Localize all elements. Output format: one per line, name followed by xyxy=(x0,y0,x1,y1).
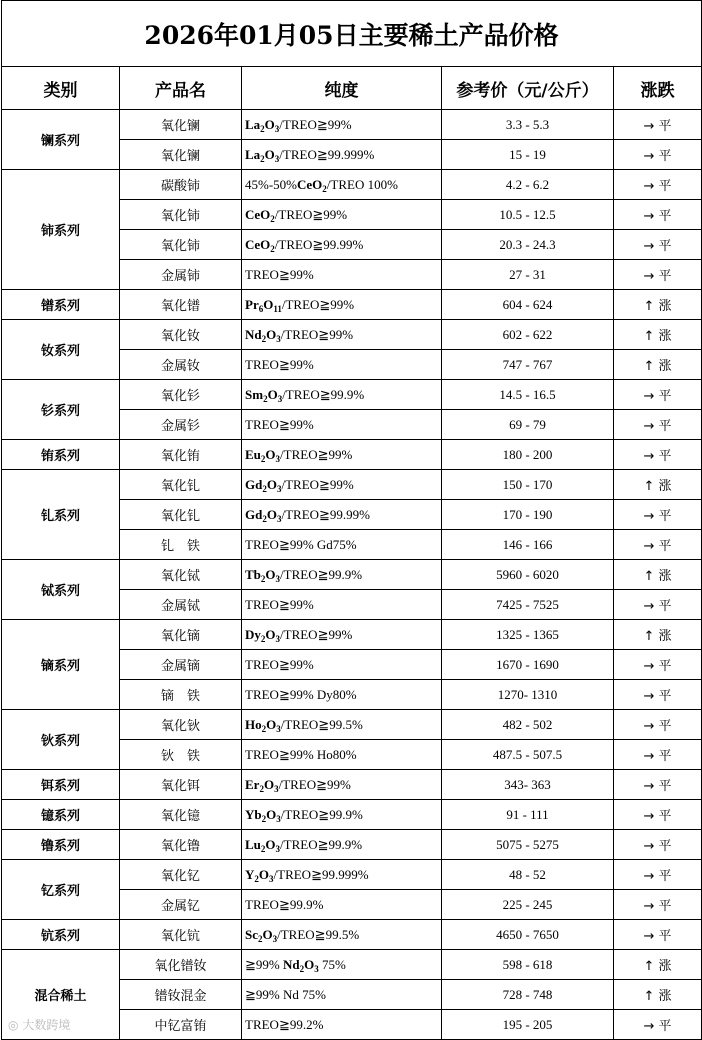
purity-cell xyxy=(242,530,442,560)
purity-text: La xyxy=(245,146,261,162)
table-row xyxy=(2,380,702,410)
purity-cell xyxy=(242,320,442,350)
product-cell: 氧化钕 xyxy=(120,320,242,350)
product-cell: 镨钕混金 xyxy=(120,980,242,1010)
purity-text: CeO xyxy=(245,236,271,252)
change-cell: → 平 xyxy=(614,680,702,710)
category-cell: 钇系列 xyxy=(2,860,120,920)
change-cell: → 平 xyxy=(614,650,702,680)
purity-subscript: 2 xyxy=(260,123,265,134)
price-cell: 728 - 748 xyxy=(442,980,614,1010)
header-product: 产品名 xyxy=(120,67,242,110)
price-cell: 598 - 618 xyxy=(442,950,614,980)
price-cell: 20.3 - 24.3 xyxy=(442,230,614,260)
product-cell: 氧化镧 xyxy=(120,110,242,140)
purity-text: TREO≧99.2% xyxy=(245,1016,324,1032)
price-cell: 7425 - 7525 xyxy=(442,590,614,620)
product-cell: 钆 铁 xyxy=(120,530,242,560)
purity-cell xyxy=(242,590,442,620)
purity-cell xyxy=(242,230,442,260)
table-row xyxy=(2,920,702,950)
purity-text: Pr xyxy=(245,296,259,312)
purity-subscript: 2 xyxy=(262,483,267,494)
category-cell: 混合稀土 xyxy=(2,950,120,1040)
purity-text: Gd xyxy=(245,476,263,492)
price-cell: 69 - 79 xyxy=(442,410,614,440)
purity-cell xyxy=(242,110,442,140)
purity-subscript: 2 xyxy=(254,873,259,884)
product-cell: 中钇富铕 xyxy=(120,1010,242,1040)
product-cell: 氧化镱 xyxy=(120,800,242,830)
purity-cell xyxy=(242,260,442,290)
category-cell: 铒系列 xyxy=(2,770,120,800)
price-cell: 602 - 622 xyxy=(442,320,614,350)
purity-cell xyxy=(242,170,442,200)
purity-cell xyxy=(242,560,442,590)
price-cell: 170 - 190 xyxy=(442,500,614,530)
purity-subscript: 3 xyxy=(276,513,282,524)
change-cell: ↑ 涨 xyxy=(614,290,702,320)
purity-cell xyxy=(242,1010,442,1040)
table-row xyxy=(2,110,702,140)
change-cell: → 平 xyxy=(614,860,702,890)
change-cell: ↑ 涨 xyxy=(614,980,702,1010)
purity-cell xyxy=(242,440,442,470)
change-cell: → 平 xyxy=(614,380,702,410)
price-cell: 4.2 - 6.2 xyxy=(442,170,614,200)
change-cell: → 平 xyxy=(614,740,702,770)
purity-subscript: 3 xyxy=(275,453,281,464)
purity-text: TREO≧99% xyxy=(245,356,314,372)
purity-cell xyxy=(242,800,442,830)
purity-subscript: 2 xyxy=(261,333,267,344)
purity-text: ≧99% Nd 75% xyxy=(245,986,326,1002)
watermark-text: 大数跨境 xyxy=(22,1018,71,1032)
table-row xyxy=(2,470,702,500)
purity-text: /TREO≧99.999% xyxy=(279,146,375,162)
table-row xyxy=(2,620,702,650)
change-cell: → 平 xyxy=(614,230,702,260)
change-cell: → 平 xyxy=(614,500,702,530)
purity-text: Eu xyxy=(245,446,261,462)
purity-text: TREO≧99% xyxy=(245,596,314,612)
purity-text: Sm xyxy=(245,386,264,402)
change-cell: → 平 xyxy=(614,710,702,740)
purity-text: /TREO≧99.9% xyxy=(280,836,363,852)
purity-text: O xyxy=(262,926,273,942)
purity-subscript: 2 xyxy=(261,723,267,734)
product-cell: 氧化钬 xyxy=(120,710,242,740)
product-cell: 氧化镧 xyxy=(120,140,242,170)
price-cell: 27 - 31 xyxy=(442,260,614,290)
category-cell: 钪系列 xyxy=(2,920,120,950)
price-cell: 747 - 767 xyxy=(442,350,614,380)
purity-text: /TREO≧99.9% xyxy=(280,566,363,582)
change-cell: → 平 xyxy=(614,260,702,290)
price-cell: 487.5 - 507.5 xyxy=(442,740,614,770)
table-row xyxy=(2,950,702,980)
purity-text: /TREO≧99% xyxy=(281,476,354,492)
purity-subscript: 3 xyxy=(275,633,281,644)
purity-text: La xyxy=(245,116,261,132)
product-cell: 氧化镨 xyxy=(120,290,242,320)
product-cell: 氧化钆 xyxy=(120,470,242,500)
purity-cell xyxy=(242,740,442,770)
purity-subscript: 3 xyxy=(274,123,280,134)
purity-subscript: 3 xyxy=(277,393,283,404)
purity-text: Yb xyxy=(245,806,262,822)
purity-text: Lu xyxy=(245,836,261,852)
table-row xyxy=(2,560,702,590)
product-cell: 金属钇 xyxy=(120,890,242,920)
change-cell: → 平 xyxy=(614,920,702,950)
price-cell: 1270- 1310 xyxy=(442,680,614,710)
table-row xyxy=(2,800,702,830)
product-cell: 氧化镝 xyxy=(120,620,242,650)
purity-subscript: 3 xyxy=(275,843,281,854)
purity-text: O xyxy=(267,386,278,402)
header-row xyxy=(2,67,702,110)
price-cell: 146 - 166 xyxy=(442,530,614,560)
purity-subscript: 2 xyxy=(258,933,263,944)
purity-subscript: 2 xyxy=(260,573,266,584)
product-cell: 金属钐 xyxy=(120,410,242,440)
product-cell: 氧化镥 xyxy=(120,830,242,860)
category-cell: 钬系列 xyxy=(2,710,120,770)
purity-text: O xyxy=(266,506,277,522)
purity-subscript: 2 xyxy=(260,843,266,854)
purity-cell xyxy=(242,890,442,920)
price-cell: 4650 - 7650 xyxy=(442,920,614,950)
purity-cell xyxy=(242,620,442,650)
purity-subscript: 2 xyxy=(259,783,264,794)
change-cell: → 平 xyxy=(614,440,702,470)
purity-cell xyxy=(242,980,442,1010)
purity-text: /TREO≧99% xyxy=(278,776,351,792)
purity-text: TREO≧99% Ho80% xyxy=(245,746,357,762)
table-row xyxy=(2,710,702,740)
table-row xyxy=(2,290,702,320)
product-cell: 金属铈 xyxy=(120,260,242,290)
table-row xyxy=(2,830,702,860)
weibo-icon: ◎ xyxy=(8,1018,19,1032)
product-cell: 氧化钆 xyxy=(120,500,242,530)
price-cell: 48 - 52 xyxy=(442,860,614,890)
purity-text: O xyxy=(263,296,274,312)
table-row xyxy=(2,440,702,470)
purity-text: O xyxy=(304,956,315,972)
category-cell: 镱系列 xyxy=(2,800,120,830)
purity-text: O xyxy=(258,866,270,882)
purity-cell xyxy=(242,920,442,950)
change-cell: → 平 xyxy=(614,170,702,200)
purity-text: /TREO≧99% xyxy=(280,326,354,342)
header-price: 参考价（元/公斤） xyxy=(442,67,614,110)
product-cell: 氧化铈 xyxy=(120,200,242,230)
purity-text: Y xyxy=(245,866,255,882)
purity-text: /TREO≧99.5% xyxy=(280,716,363,732)
purity-text: TREO≧99% xyxy=(245,656,314,672)
purity-text: Gd xyxy=(245,506,263,522)
purity-cell xyxy=(242,710,442,740)
category-cell: 镨系列 xyxy=(2,290,120,320)
category-cell: 铈系列 xyxy=(2,170,120,290)
change-cell: → 平 xyxy=(614,590,702,620)
purity-cell xyxy=(242,500,442,530)
purity-text: 45%-50% xyxy=(245,176,297,192)
change-cell: → 平 xyxy=(614,200,702,230)
purity-cell xyxy=(242,350,442,380)
purity-subscript: 2 xyxy=(263,393,268,404)
purity-text: O xyxy=(266,716,277,732)
product-cell: 氧化铽 xyxy=(120,560,242,590)
change-cell: ↑ 涨 xyxy=(614,350,702,380)
purity-subscript: 2 xyxy=(299,963,305,974)
purity-cell xyxy=(242,770,442,800)
purity-text: O xyxy=(265,566,276,582)
purity-text: Er xyxy=(245,776,260,792)
purity-cell xyxy=(242,410,442,440)
purity-text: /TREO≧99% xyxy=(279,116,352,132)
change-cell: ↑ 涨 xyxy=(614,320,702,350)
change-cell: → 平 xyxy=(614,890,702,920)
purity-text: /TREO≧99% xyxy=(281,296,355,312)
change-cell: → 平 xyxy=(614,140,702,170)
product-cell: 氧化铒 xyxy=(120,770,242,800)
purity-text: /TREO 100% xyxy=(326,176,398,192)
price-cell: 5960 - 6020 xyxy=(442,560,614,590)
purity-text: Tb xyxy=(245,566,261,582)
purity-subscript: 6 xyxy=(258,303,264,314)
purity-text: TREO≧99% xyxy=(245,416,314,432)
purity-text: O xyxy=(264,146,275,162)
change-cell: → 平 xyxy=(614,1010,702,1040)
product-cell: 碳酸铈 xyxy=(120,170,242,200)
product-cell: 金属钕 xyxy=(120,350,242,380)
header-change: 涨跌 xyxy=(614,67,702,110)
purity-cell xyxy=(242,290,442,320)
price-cell: 3.3 - 5.3 xyxy=(442,110,614,140)
change-cell: ↑ 涨 xyxy=(614,560,702,590)
product-cell: 金属铽 xyxy=(120,590,242,620)
header-purity: 纯度 xyxy=(242,67,442,110)
purity-text: Ho xyxy=(245,716,262,732)
table-row xyxy=(2,860,702,890)
price-cell: 150 - 170 xyxy=(442,470,614,500)
price-cell: 604 - 624 xyxy=(442,290,614,320)
purity-subscript: 3 xyxy=(276,723,281,734)
purity-text: CeO xyxy=(245,206,271,222)
category-cell: 镝系列 xyxy=(2,620,120,710)
purity-text: O xyxy=(265,836,276,852)
purity-subscript: 2 xyxy=(260,153,265,164)
purity-text: O xyxy=(266,476,277,492)
purity-subscript: 3 xyxy=(274,153,280,164)
purity-text: TREO≧99.9% xyxy=(245,896,324,912)
watermark-logo xyxy=(8,1016,70,1033)
purity-text: /TREO≧99% xyxy=(280,626,353,642)
purity-text: /TREO≧99% xyxy=(280,446,353,462)
category-cell: 铕系列 xyxy=(2,440,120,470)
product-cell: 金属镝 xyxy=(120,650,242,680)
purity-cell xyxy=(242,830,442,860)
category-cell: 铽系列 xyxy=(2,560,120,620)
purity-subscript: 2 xyxy=(260,453,266,464)
purity-text: O xyxy=(266,326,277,342)
purity-subscript: 3 xyxy=(269,873,274,884)
purity-subscript: 3 xyxy=(276,333,281,344)
price-table xyxy=(1,0,702,1040)
purity-text: Sc xyxy=(245,926,258,942)
table-row xyxy=(2,770,702,800)
purity-cell xyxy=(242,950,442,980)
purity-text: Dy xyxy=(245,626,261,642)
price-cell: 10.5 - 12.5 xyxy=(442,200,614,230)
purity-text: /TREO≧99.9% xyxy=(282,386,365,402)
price-cell: 180 - 200 xyxy=(442,440,614,470)
purity-subscript: 2 xyxy=(322,183,327,194)
purity-cell xyxy=(242,680,442,710)
change-cell: ↑ 涨 xyxy=(614,950,702,980)
purity-text: O xyxy=(264,116,275,132)
purity-subscript: 3 xyxy=(272,933,278,944)
category-cell: 钆系列 xyxy=(2,470,120,560)
change-cell: → 平 xyxy=(614,830,702,860)
purity-subscript: 2 xyxy=(262,513,267,524)
price-cell: 482 - 502 xyxy=(442,710,614,740)
purity-cell xyxy=(242,650,442,680)
purity-text: O xyxy=(266,806,277,822)
purity-text: Nd xyxy=(245,326,262,342)
purity-cell xyxy=(242,470,442,500)
purity-subscript: 3 xyxy=(276,813,281,824)
purity-text: CeO xyxy=(297,176,323,192)
price-cell: 1325 - 1365 xyxy=(442,620,614,650)
purity-text: O xyxy=(263,776,275,792)
price-cell: 14.5 - 16.5 xyxy=(442,380,614,410)
category-cell: 钐系列 xyxy=(2,380,120,440)
purity-text: /TREO≧99.9% xyxy=(280,806,363,822)
purity-cell xyxy=(242,200,442,230)
price-cell: 15 - 19 xyxy=(442,140,614,170)
purity-text: TREO≧99% xyxy=(245,266,314,282)
purity-text: /TREO≧99% xyxy=(274,206,348,222)
price-cell: 225 - 245 xyxy=(442,890,614,920)
purity-text: /TREO≧99.999% xyxy=(273,866,369,882)
purity-text: Nd xyxy=(282,956,300,972)
table-row xyxy=(2,320,702,350)
purity-text: O xyxy=(265,446,276,462)
purity-text: TREO≧99% Gd75% xyxy=(245,536,357,552)
product-cell: 氧化钐 xyxy=(120,380,242,410)
product-cell: 氧化镨钕 xyxy=(120,950,242,980)
price-cell: 195 - 205 xyxy=(442,1010,614,1040)
product-cell: 氧化钇 xyxy=(120,860,242,890)
price-cell: 343- 363 xyxy=(442,770,614,800)
price-cell: 5075 - 5275 xyxy=(442,830,614,860)
category-cell: 钕系列 xyxy=(2,320,120,380)
product-cell: 氧化钪 xyxy=(120,920,242,950)
purity-text: O xyxy=(265,626,276,642)
purity-subscript: 2 xyxy=(260,633,266,644)
product-cell: 氧化铕 xyxy=(120,440,242,470)
purity-subscript: 3 xyxy=(276,483,282,494)
purity-text: 75% xyxy=(318,956,346,972)
purity-text: /TREO≧99.5% xyxy=(277,926,360,942)
purity-subscript: 2 xyxy=(270,213,275,224)
category-cell: 镥系列 xyxy=(2,830,120,860)
purity-text: ≧99% xyxy=(245,956,283,972)
product-cell: 氧化铈 xyxy=(120,230,242,260)
purity-cell xyxy=(242,860,442,890)
header-category: 类别 xyxy=(2,67,120,110)
purity-subscript: 3 xyxy=(314,963,319,974)
purity-text: TREO≧99% Dy80% xyxy=(245,686,357,702)
change-cell: ↑ 涨 xyxy=(614,470,702,500)
change-cell: ↑ 涨 xyxy=(614,620,702,650)
purity-cell xyxy=(242,380,442,410)
purity-cell xyxy=(242,140,442,170)
price-cell: 1670 - 1690 xyxy=(442,650,614,680)
category-cell: 镧系列 xyxy=(2,110,120,170)
purity-subscript: 3 xyxy=(275,573,281,584)
change-cell: → 平 xyxy=(614,410,702,440)
table-row xyxy=(2,170,702,200)
purity-subscript: 2 xyxy=(270,243,275,254)
purity-text: /TREO≧99.99% xyxy=(274,236,364,252)
price-cell: 91 - 111 xyxy=(442,800,614,830)
change-cell: → 平 xyxy=(614,770,702,800)
purity-subscript: 3 xyxy=(274,783,279,794)
purity-subscript: 2 xyxy=(261,813,267,824)
change-cell: → 平 xyxy=(614,800,702,830)
change-cell: → 平 xyxy=(614,110,702,140)
page-title: 2026年01月05日主要稀土产品价格 xyxy=(2,1,702,67)
purity-subscript: 11 xyxy=(273,303,282,314)
purity-text: /TREO≧99.99% xyxy=(281,506,370,522)
product-cell: 钬 铁 xyxy=(120,740,242,770)
change-cell: → 平 xyxy=(614,530,702,560)
product-cell: 镝 铁 xyxy=(120,680,242,710)
